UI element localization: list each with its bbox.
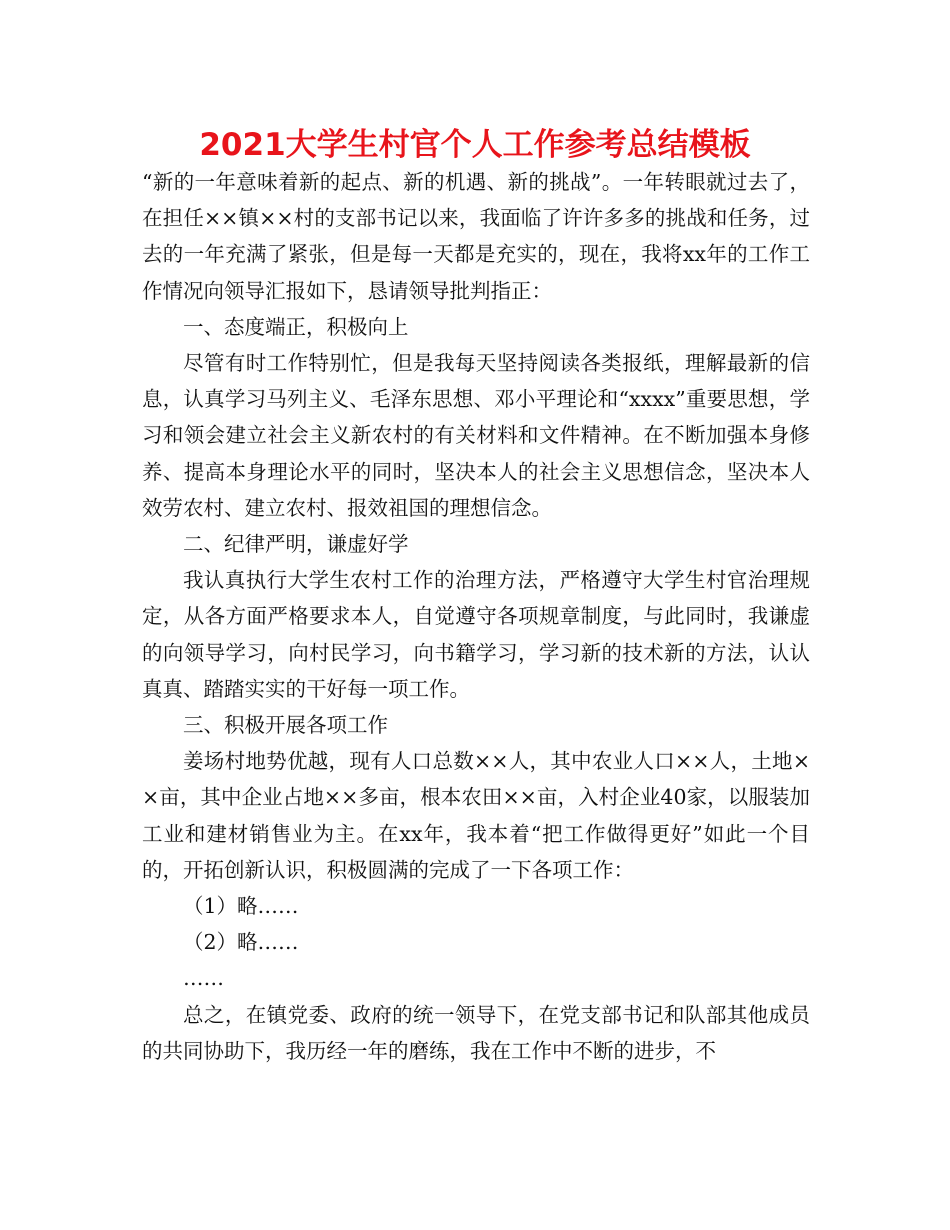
paragraph-summary: 总之，在镇党委、政府的统一领导下，在党支部书记和队部其他成员的共同协助下，我历经一年的磨练，我在工作中不断的进步，不 bbox=[142, 1002, 810, 1063]
list-item-2: （2）略…… bbox=[183, 930, 299, 955]
section-heading-2: 二、纪律严明，谦虚好学 bbox=[183, 532, 409, 557]
paragraph-section-2: 我认真执行大学生农村工作的治理方法，严格遵守大学生村官治理规定，从各方面严格要求本人，自觉遵守各项规章制度，与此同时，我谦虚的向领导学习，向村民学习，向书籍学习，学习新的技术新的方法，认认真真、踏踏实实的干好每一项工作。 bbox=[142, 568, 810, 701]
section-heading-3: 三、积极开展各项工作 bbox=[183, 713, 388, 738]
paragraph-intro: “新的一年意味着新的起点、新的机遇、新的挑战”。一年转眼就过去了，在担任××镇××村的支部书记以来，我面临了许许多多的挑战和任务，过去的一年充满了紧张，但是每一天都是充实的，现在，我将xx年的工作工作情况向领导汇报如下，恳请领导批判指正： bbox=[142, 170, 810, 303]
document-title: 2021大学生村官个人工作参考总结模板 bbox=[199, 127, 751, 163]
paragraph-section-3: 姜场村地势优越，现有人口总数××人，其中农业人口××人，土地××亩，其中企业占地××多亩，根本农田××亩，入村企业40家，以服装加工业和建材销售业为主。在xx年，我本着“把工作做得更好”如此一个目的，开拓创新认识，积极圆满的完成了一下各项工作： bbox=[142, 749, 810, 882]
paragraph-section-1: 尽管有时工作特别忙，但是我每天坚持阅读各类报纸，理解最新的信息，认真学习马列主义、毛泽东思想、邓小平理论和“xxxx”重要思想，学习和领会建立社会主义新农村的有关材料和文件精神。在不断加强本身修养、提高本身理论水平的同时，坚决本人的社会主义思想信念，坚决本人效劳农村、建立农村、报效祖国的理想信念。 bbox=[142, 351, 810, 520]
section-heading-1: 一、态度端正，积极向上 bbox=[183, 314, 409, 339]
list-item-1: （1）略…… bbox=[183, 894, 299, 919]
document-body bbox=[142, 164, 810, 1069]
list-ellipsis: …… bbox=[183, 966, 224, 991]
